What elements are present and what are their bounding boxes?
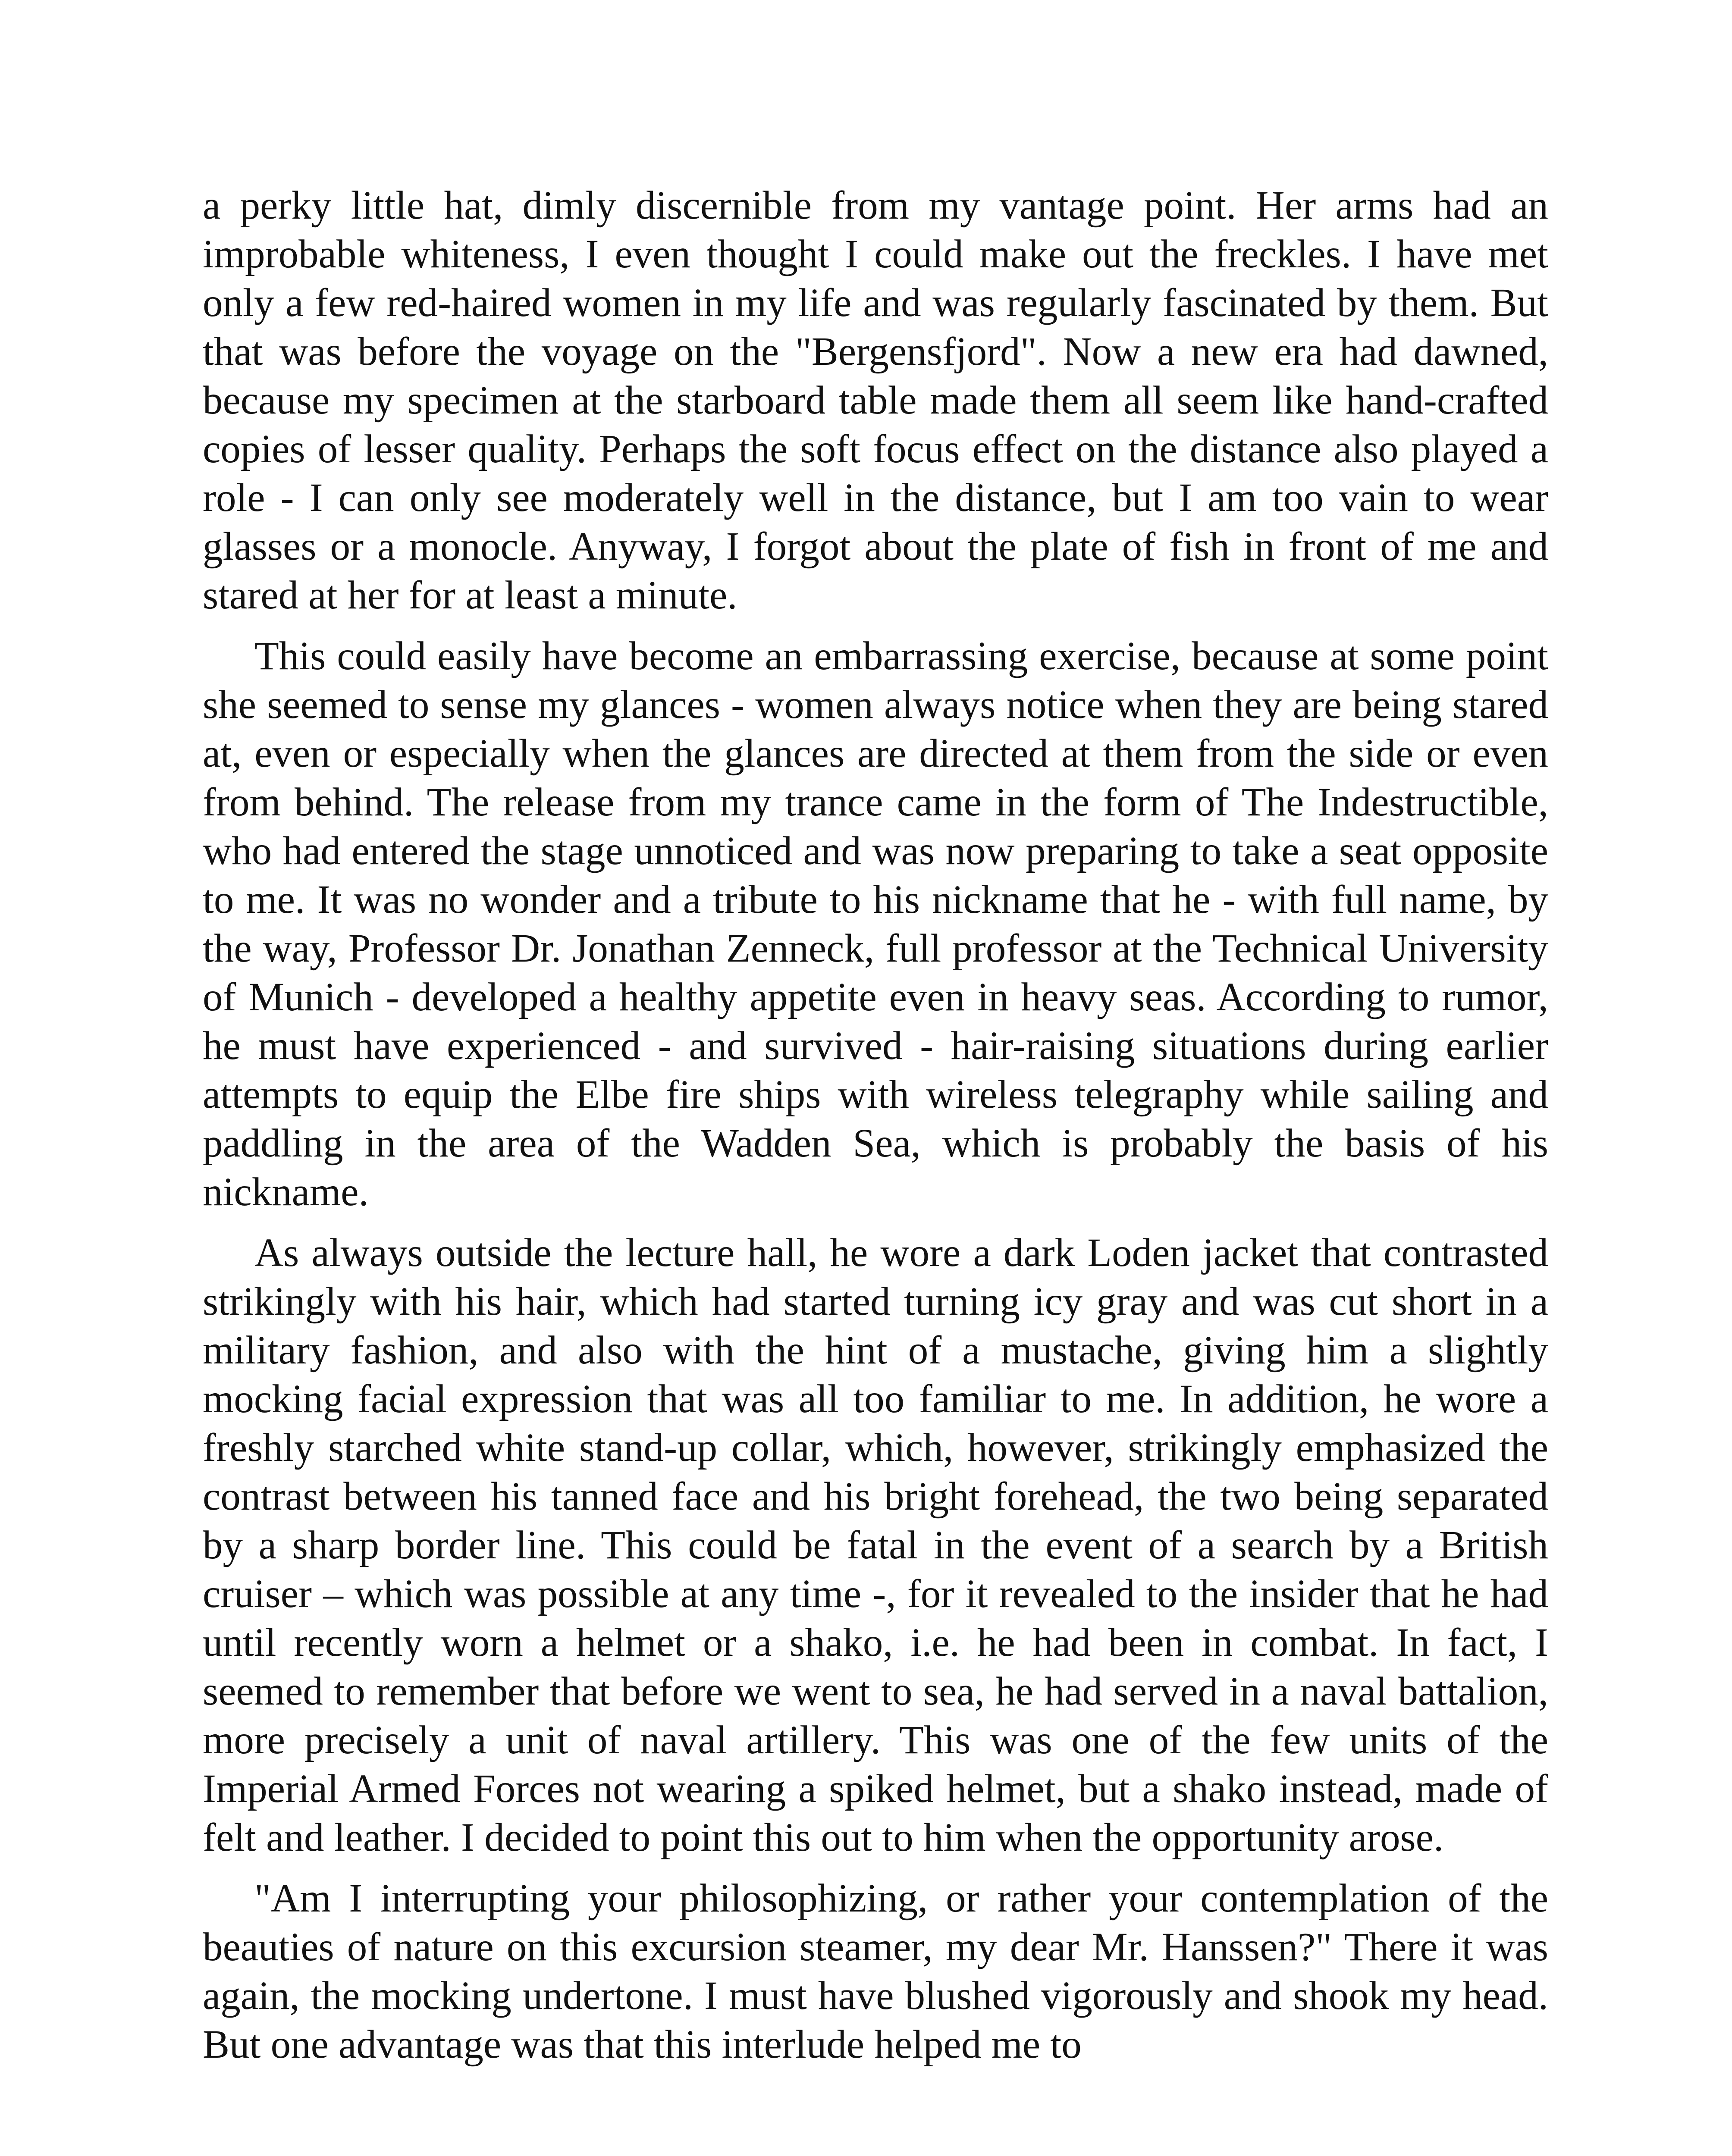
paragraph-4: "Am I interrupting your philosophizing, or rather your contemplation of the beauties of nature on this excursion steamer, my dear Mr. Hanssen?" There it was again, the mocking undertone. I must have blushed vigorously and shook my head. But one advantage was that this interlude helped me to bbox=[203, 1876, 1548, 2067]
page-body bbox=[203, 181, 1548, 2081]
paragraph-1: a perky little hat, dimly discernible from my vantage point. Her arms had an improbable whiteness, I even thought I could make out the freckles. I have met only a few red-haired women in my life and was regularly fascinated by them. But that was before the voyage on the "Bergensfjord". Now a new era had dawned, because my specimen at the starboard table made them all seem like hand-crafted copies of lesser quality. Perhaps the soft focus effect on the distance also played a role - I can only see moderately well in the distance, but I am too vain to wear glasses or a monocle. Anyway, I forgot about the plate of fish in front of me and stared at her for at least a minute. bbox=[203, 183, 1548, 617]
paragraph-2: This could easily have become an embarrassing exercise, because at some point she seemed to sense my glances - women always notice when they are being stared at, even or especially when the glances are directed at them from the side or even from behind. The release from my trance came in the form of The Indestructible, who had entered the stage unnoticed and was now preparing to take a seat opposite to me. It was no wonder and a tribute to his nickname that he - with full name, by the way, Professor Dr. Jonathan Zenneck, full professor at the Technical University of Munich - developed a healthy appetite even in heavy seas. According to rumor, he must have experienced - and survived - hair-raising situations during earlier attempts to equip the Elbe fire ships with wireless telegraphy while sailing and paddling in the area of the Wadden Sea, which is probably the basis of his nickname. bbox=[203, 634, 1548, 1214]
paragraph-3: As always outside the lecture hall, he wore a dark Loden jacket that contrasted strikingly with his hair, which had started turning icy gray and was cut short in a military fashion, and also with the hint of a mustache, giving him a slightly mocking facial expression that was all too familiar to me. In addition, he wore a freshly starched white stand-up collar, which, however, strikingly emphasized the contrast between his tanned face and his bright forehead, the two being separated by a sharp border line. This could be fatal in the event of a search by a British cruiser – which was possible at any time -, for it revealed to the insider that he had until recently worn a helmet or a shako, i.e. he had been in combat. In fact, I seemed to remember that before we went to sea, he had served in a naval battalion, more precisely a unit of naval artillery. This was one of the few units of the Imperial Armed Forces not wearing a spiked helmet, but a shako instead, made of felt and leather. I decided to point this out to him when the opportunity arose. bbox=[203, 1231, 1548, 1860]
